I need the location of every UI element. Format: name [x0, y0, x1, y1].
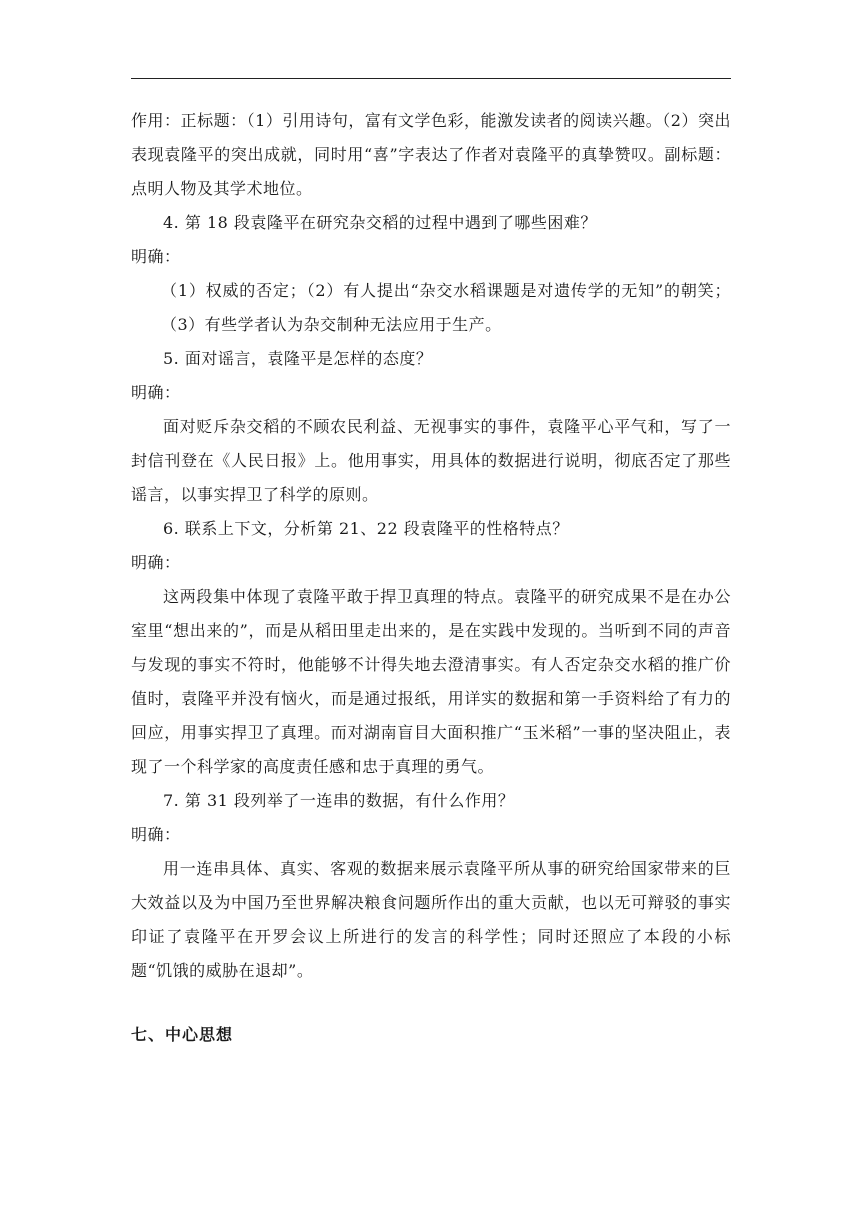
question-4: 4. 第 18 段袁隆平在研究杂交稻的过程中遇到了哪些困难？: [163, 213, 597, 232]
title-function-paragraph: 作用：正标题：（1）引用诗句，富有文学色彩，能激发读者的阅读兴趣。（2）突出表现袁隆平的突出成就，同时用“喜”字表达了作者对袁隆平的真挚赞叹。副标题：点明人物及其学术地位。: [131, 111, 731, 198]
section-heading: 七、中心思想: [131, 1025, 234, 1044]
answer-5: 面对贬斥杂交稻的不顾农民利益、无视事实的事件，袁隆平心平气和，写了一封信刊登在《人民日报》上。他用事实，用具体的数据进行说明，彻底否定了那些谣言，以事实捍卫了科学的原则。: [131, 417, 731, 504]
answer-label-5: 明确：: [131, 383, 181, 402]
answer-label-6: 明确：: [131, 553, 181, 572]
answer-label-7: 明确：: [131, 825, 181, 844]
answer-6: 这两段集中体现了袁隆平敢于捍卫真理的特点。袁隆平的研究成果不是在办公室里“想出来的”，而是从稻田里走出来的，是在实践中发现的。当听到不同的声音与发现的事实不符时，他能够不计得失地去澄清事实。有人否定杂交水稻的推广价值时，袁隆平并没有恼火，而是通过报纸，用详实的数据和第一手资料给了有力的回应，用事实捍卫了真理。而对湖南盲目大面积推广“玉米稻”一事的坚决阻止，表现了一个科学家的高度责任感和忠于真理的勇气。: [131, 587, 731, 776]
document-body: [131, 104, 731, 988]
question-6: 6. 联系上下文，分析第 21、22 段袁隆平的性格特点？: [163, 519, 569, 538]
answer-7: 用一连串具体、真实、客观的数据来展示袁隆平所从事的研究给国家带来的巨大效益以及为中国乃至世界解决粮食问题所作出的重大贡献，也以无可辩驳的事实印证了袁隆平在开罗会议上所进行的发言的科学性；同时还照应了本段的小标题“饥饿的威胁在退却”。: [131, 859, 731, 980]
header-rule: [131, 78, 731, 79]
answer-label-4: 明确：: [131, 247, 181, 266]
question-7: 7. 第 31 段列举了一连串的数据，有什么作用？: [163, 791, 515, 810]
answer-4: （1）权威的否定；（2）有人提出“杂交水稻课题是对遗传学的无知”的朝笑；（3）有些学者认为杂交制种无法应用于生产。: [161, 281, 731, 334]
question-5: 5. 面对谣言，袁隆平是怎样的态度？: [163, 349, 433, 368]
